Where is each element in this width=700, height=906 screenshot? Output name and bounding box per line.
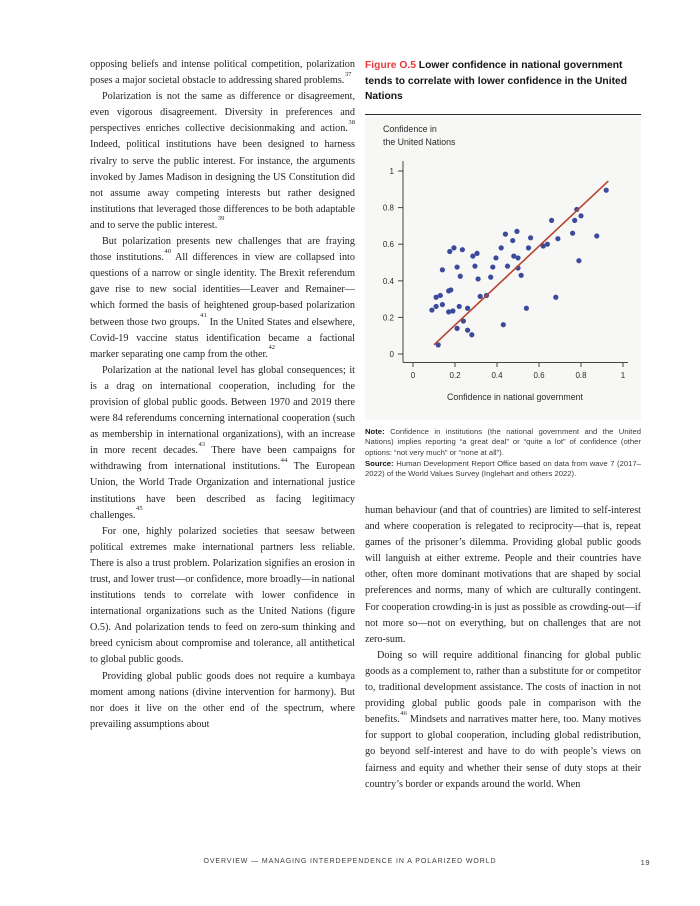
y-tick-label: 0 — [389, 349, 394, 359]
scatter-chart — [365, 116, 641, 420]
data-point — [469, 332, 474, 337]
data-point — [447, 248, 452, 253]
data-point — [514, 228, 519, 233]
x-tick-label: 0.4 — [491, 370, 503, 380]
data-point — [510, 237, 515, 242]
right-text-column — [365, 503, 641, 793]
data-point — [434, 303, 439, 308]
data-point — [476, 276, 481, 281]
y-tick-label: 0.2 — [382, 312, 394, 322]
data-point — [572, 217, 577, 222]
data-point — [503, 231, 508, 236]
data-point — [429, 307, 434, 312]
note-label: Note: — [365, 426, 385, 436]
x-tick-label: 0 — [410, 370, 416, 380]
x-tick-label: 0.6 — [533, 370, 545, 380]
paragraph: Polarization at the national level has global consequences; it is a drag on international cooperation, including for the provision of global public goods. Between 1970 and 2019 there were 84 referendums concerning international cooperation (such as membership in international organizations), with an increase in more recent decades.$^{43}$ There have been campaigns for withdrawing from international institutions.$^{44}$ The European Union, the World Trade Organization and international justice institutions have been described as facing legitimacy challenges.$^{45}$ — [90, 364, 355, 521]
running-footer: OVERVIEW — MANAGING INTERDEPENDENCE IN A POLARIZED WORLD — [203, 858, 497, 865]
note-text: Confidence in institutions (the national government and the United Nations) implies reporting “a great deal” or “quite a lot” of confidence (other options: “not very much” or “none at all”). — [365, 426, 641, 457]
x-tick-label: 0.2 — [449, 370, 461, 380]
figure-label: Figure O.5 — [365, 60, 416, 71]
paragraph: Doing so will require additional financing for global public goods as a complement to, rather than a substitute for or competitor to, traditional development assistance. The costs of inaction in not providing global public goods pale in comparison with the benefits.$^{46}$ Mindsets and narratives matter here, too. Many motives for support to global cooperation, including global redistribution, go beyond self-interest and have to do with people’s views on fairness and equity and whether their sense of duty stops at their country’s border or expands around the world. When — [365, 649, 641, 790]
paragraph: human behaviour (and that of countries) are limited to self-interest and where cooperation is relegated to reciprocity—that is, repeat games of the prisoner’s dilemma. Providing global public goods will languish at either extreme. People and their countries have other, often more dominant motivations that are shaped by social preferences and norms, many of which are culturally contingent. For cooperation crowding-in is just as possible as crowding-out—if not more so—not on everything, but on challenges that are not zero-sum. — [365, 505, 641, 645]
x-tick-label: 0.8 — [575, 370, 587, 380]
y-tick-label: 0.4 — [382, 276, 394, 286]
y-axis-title: the United Nations — [383, 136, 456, 147]
source-label: Source: — [365, 458, 394, 468]
data-point — [528, 235, 533, 240]
data-point — [545, 241, 550, 246]
source-text: Human Development Report Office based on data from wave 7 (2017–2022) of the World Values Survey (Inglehart and others 2022). — [365, 458, 641, 479]
figure-note-block — [365, 427, 641, 481]
trend-line — [434, 181, 608, 345]
data-point — [438, 292, 443, 297]
data-point — [450, 308, 455, 313]
data-point — [490, 264, 495, 269]
data-point — [457, 303, 462, 308]
data-point — [515, 255, 520, 260]
left-text-column — [90, 57, 355, 733]
y-axis-title: Confidence in — [383, 123, 437, 134]
data-point — [440, 267, 445, 272]
figure-title — [365, 58, 641, 105]
data-point — [493, 255, 498, 260]
y-tick-label: 0.8 — [382, 203, 394, 213]
data-point — [526, 245, 531, 250]
data-point — [519, 272, 524, 277]
data-point — [440, 301, 445, 306]
data-point — [472, 263, 477, 268]
data-point — [505, 263, 510, 268]
data-point — [549, 217, 554, 222]
paragraph: Polarization is not the same as difference or disagreement, even vigorous disagreement. Diversity in preferences and perspectives enriches collective decisionmaking and action.$^{38}$ Indeed, political institutions have been designed to harness rivalry to serve the public interest. For instance, the arguments invoked by James Madison in designing the US Constitution did not assume away competing interests but rather designed institutions that leveraged those differences to be both adaptable and to serve the public interest.$^{39}$ — [90, 91, 355, 231]
data-point — [455, 325, 460, 330]
x-tick-label: 1 — [620, 370, 626, 380]
figure-note — [365, 427, 641, 459]
data-point — [553, 294, 558, 299]
data-point — [501, 322, 506, 327]
data-point — [478, 293, 483, 298]
figure-source — [365, 459, 641, 480]
paragraph: Providing global public goods does not require a kumbaya moment among nations (divine intervention for harmony). But nor does it live on the other end of the spectrum, where prevailing assumptions about — [90, 670, 355, 730]
page-number: 19 — [640, 858, 650, 867]
data-point — [555, 236, 560, 241]
data-point — [604, 187, 609, 192]
paragraph: opposing beliefs and intense political competition, polarization poses a major societal obstacle to addressing shared problems.$^{37}$ — [90, 59, 355, 87]
figure-o5 — [365, 58, 641, 480]
data-point — [451, 245, 456, 250]
paragraph: But polarization presents new challenges that are fraying those institutions.$^{40}$ All differences in view are collapsed into questions of a narrow or single identity. The Brexit referendum gave rise to new social identities—Leaver and Remainer—which formed the basis of heightened group-based polarization between those two groups.$^{41}$ In the United States and elsewhere, Covid-19 vaccine status identification became a factional marker separating one camp from the other.$^{42}$ — [90, 236, 355, 360]
x-axis-title: Confidence in national government — [447, 391, 583, 402]
data-point — [460, 247, 465, 252]
scatter-chart-svg — [365, 116, 641, 420]
data-point — [524, 305, 529, 310]
data-point — [458, 273, 463, 278]
paragraph: For one, highly polarized societies that seesaw between political extremes make international partners less reliable. There is also a trust problem. Polarization signifies an erosion in trust, and lower trust—or confidence, more broadly—in national institutions tends to correlate with lower confidence in international organizations such as the United Nations (figure O.5). And polarization tends to feed on zero-sum thinking and breed cynicism about compromise and tolerance, all antithetical to global public goods. — [90, 525, 355, 666]
y-tick-label: 0.6 — [382, 239, 394, 249]
data-point — [578, 213, 583, 218]
figure-rule — [365, 114, 641, 115]
y-tick-label: 1 — [389, 166, 394, 176]
data-point — [474, 250, 479, 255]
data-point — [465, 305, 470, 310]
figure-title-text: Lower confidence in national government tends to correlate with lower confidence in the United Nations — [365, 60, 628, 102]
data-point — [448, 287, 453, 292]
data-point — [455, 264, 460, 269]
data-point — [570, 230, 575, 235]
data-point — [576, 258, 581, 263]
data-point — [488, 274, 493, 279]
data-point — [499, 245, 504, 250]
data-point — [594, 233, 599, 238]
data-point — [465, 327, 470, 332]
